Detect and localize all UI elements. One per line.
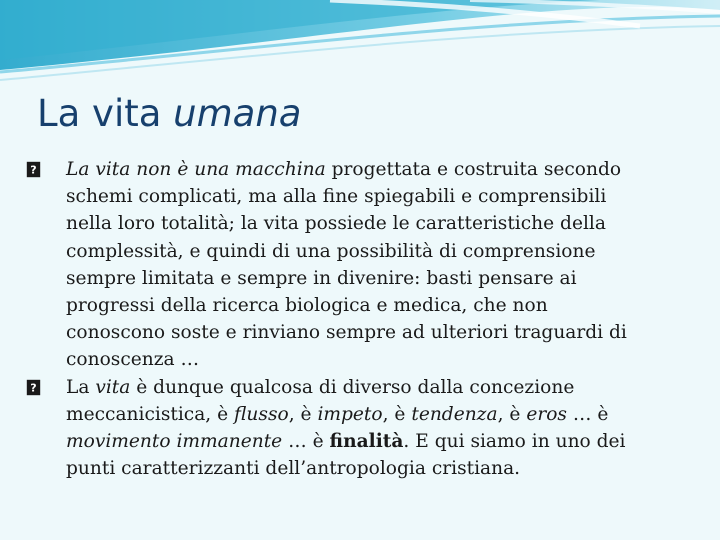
bullet-text-segment: schemi complicati, ma alla fine spiegabili e comprensibili	[66, 186, 607, 208]
title-plain: La vita	[37, 92, 174, 135]
bullet-text-segment: tendenza	[411, 403, 498, 425]
bullet-text-segment: sempre limitata e sempre in divenire: basti pensare ai	[66, 267, 577, 289]
bullet-paragraph	[26, 374, 696, 483]
bullet-text-segment: La	[66, 376, 96, 398]
header-wave-decoration	[0, 0, 720, 90]
missing-glyph-box-icon	[26, 161, 41, 178]
svg-text:?: ?	[30, 163, 37, 177]
bullet-text-segment: , è	[382, 403, 412, 425]
bullet-text-segment: meccanicistica, è	[66, 403, 235, 425]
bullet-text-segment: nella loro totalità; la vita possiede le caratteristiche della	[66, 213, 606, 235]
slide-body	[26, 156, 696, 482]
bullet-text-segment: , è	[497, 403, 527, 425]
bullet-text-segment: , è	[288, 403, 318, 425]
title-italic: umana	[173, 92, 302, 135]
bullet-text-segment: conoscono soste e rinviano sempre ad ulteriori traguardi di	[66, 322, 627, 344]
bullet-text-segment: La vita non è una macchina	[66, 159, 326, 180]
bullet-paragraph	[26, 156, 696, 374]
bullet-text-segment: … è	[282, 431, 330, 453]
svg-text:?: ?	[30, 381, 37, 395]
bullet-text-segment: progressi della ricerca biologica e medica, che non	[66, 295, 548, 317]
bullet-text-segment: è dunque qualcosa di diverso dalla concezione	[130, 376, 575, 398]
missing-glyph-box-icon	[26, 379, 41, 396]
bullet-text-segment: movimento immanente	[66, 431, 283, 453]
bullet-text-segment: impeto	[317, 403, 383, 425]
bullet-text-segment: eros	[526, 403, 567, 425]
bullet-text-segment: finalità	[329, 431, 404, 453]
bullet-text-segment: conoscenza …	[66, 349, 200, 371]
bullet-text-segment: vita	[95, 376, 131, 398]
bullet-text-segment: progettata e costruita secondo	[325, 159, 622, 180]
bullet-text-segment: punti caratterizzanti dell’antropologia cristiana.	[66, 458, 521, 480]
bullet-text-segment: complessità, e quindi di una possibilità di comprensione	[66, 240, 596, 262]
bullet-text-segment: flusso	[234, 403, 289, 425]
bullet-text-segment: . E qui siamo in uno dei	[403, 431, 626, 453]
slide-title	[37, 92, 301, 135]
bullet-text-segment: … è	[566, 403, 609, 425]
